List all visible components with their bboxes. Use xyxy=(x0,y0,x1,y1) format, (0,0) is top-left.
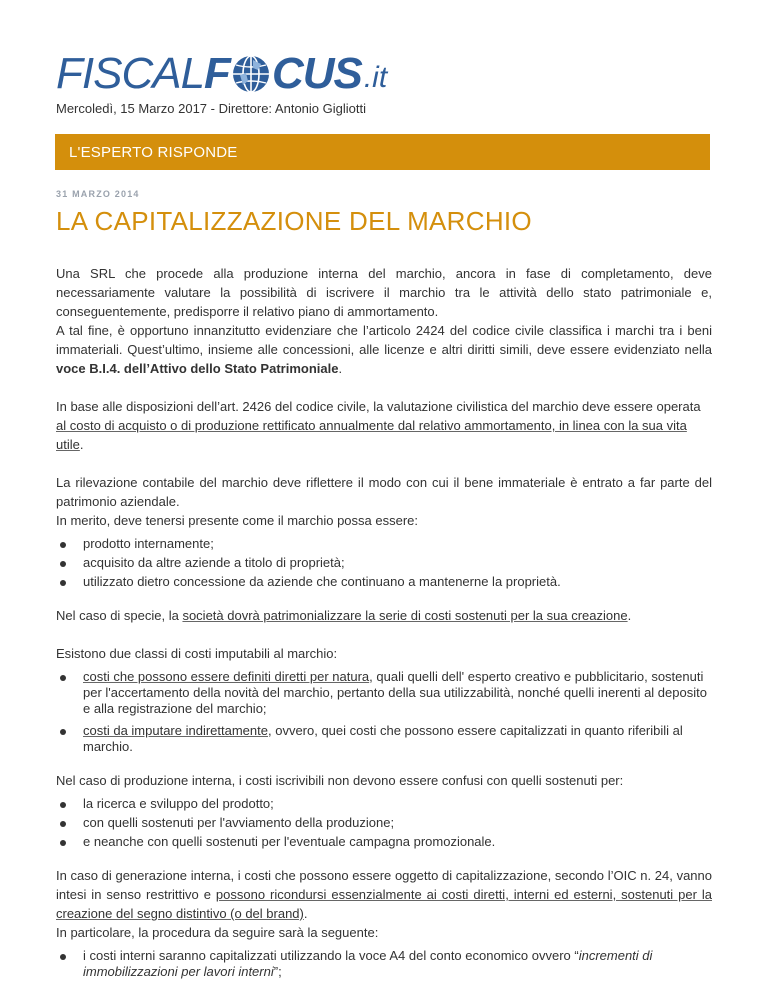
text: , quali quelli dell' esperto creativo e pubblicitario, sostenuti per l'accertamento della novità del marchio, pertanto della sua utilizzabilità, nonché quelli inerenti al deposito e alla registrazione del marchio; xyxy=(83,669,707,716)
logo-text-cus: CUS xyxy=(271,49,362,98)
text: , ovvero, quei costi che possono essere capitalizzati in quanto riferibili al marchio. xyxy=(83,723,683,754)
list xyxy=(56,948,712,980)
text: . xyxy=(79,437,84,452)
list-item: e neanche con quelli sostenuti per l'eventuale campagna promozionale. xyxy=(56,834,712,850)
list-item xyxy=(56,948,712,980)
fiscalfocus-logo[interactable] xyxy=(56,46,387,96)
paragraph xyxy=(56,397,712,454)
list xyxy=(56,536,712,590)
globe-icon xyxy=(231,54,271,94)
paragraph: Esistono due classi di costi imputabili al marchio: xyxy=(56,646,338,661)
text: A tal fine, è opportuno innanzitutto evidenziare che l’articolo 2424 del codice civile classifica i marchi tra i beni immateriali. Quest’ultimo, insieme alle concessioni, alle licenze e altri diritti simili, deve essere evidenziato nella xyxy=(56,323,712,357)
list xyxy=(56,796,712,850)
section-bar[interactable] xyxy=(55,134,710,170)
paragraph: In particolare, la procedura da seguire sarà la seguente: xyxy=(56,925,379,940)
text: In base alle disposizioni dell’art. 2426 del codice civile, la valutazione civilistica del marchio deve essere operata xyxy=(56,399,701,414)
paragraph: Nel caso di produzione interna, i costi iscrivibili non devono essere confusi con quelli sostenuti per: xyxy=(56,773,624,788)
text: i costi interni saranno capitalizzati utilizzando la voce A4 del conto economico ovvero “ xyxy=(83,948,579,963)
list-item: utilizzato dietro concessione da aziende che continuano a mantenerne la proprietà. xyxy=(56,574,712,590)
list xyxy=(56,669,712,755)
underlined-text: possono ricondursi essenzialmente ai costi diretti, interni ed esterni, sostenuti per la creazione del segno distintivo (o del brand) xyxy=(56,887,712,921)
list-item: prodotto internamente; xyxy=(56,536,712,552)
underlined-text: costi da imputare indirettamente xyxy=(83,723,268,738)
section-label: L'ESPERTO RISPONDE xyxy=(69,143,238,161)
article-title: LA CAPITALIZZAZIONE DEL MARCHIO xyxy=(56,206,532,236)
list-item xyxy=(56,723,712,755)
article-date: 31 MARZO 2014 xyxy=(56,189,140,199)
italic-text: incrementi di immobilizzazioni per lavori interni xyxy=(83,948,653,979)
logo-text-fiscal: FISCAL xyxy=(56,49,205,98)
text: . xyxy=(338,361,343,376)
paragraph: La rilevazione contabile del marchio deve riflettere il modo con cui il bene immateriale è entrato a far parte del patrimonio aziendale. xyxy=(56,475,712,509)
article-body xyxy=(56,264,712,983)
logo-text-f: F xyxy=(204,49,230,98)
text: . xyxy=(303,906,308,921)
paragraph: In merito, deve tenersi presente come il marchio possa essere: xyxy=(56,513,419,528)
list-item: acquisito da altre aziende a titolo di proprietà; xyxy=(56,555,712,571)
underlined-text: costi che possono essere definiti diretti per natura xyxy=(83,669,370,684)
logo-tld: .it xyxy=(363,61,388,94)
bold-text: voce B.I.4. dell’Attivo dello Stato Patrimoniale xyxy=(56,361,339,376)
list-item: con quelli sostenuti per l'avviamento della produzione; xyxy=(56,815,712,831)
list-item: la ricerca e sviluppo del prodotto; xyxy=(56,796,712,812)
text: In caso di generazione interna, i costi che possono essere oggetto di capitalizzazione, secondo l’OIC n. 24, vanno intesi in senso restrittivo e xyxy=(56,868,712,902)
text: ”; xyxy=(273,964,282,979)
dateline: Mercoledì, 15 Marzo 2017 - Direttore: Antonio Gigliotti xyxy=(56,101,366,116)
text: . xyxy=(627,608,632,623)
text: Nel caso di specie, la xyxy=(56,608,183,623)
paragraph xyxy=(56,866,712,923)
list-item xyxy=(56,669,712,717)
paragraph xyxy=(56,321,712,378)
paragraph: Una SRL che procede alla produzione interna del marchio, ancora in fase di completamento, deve necessariamente valutare la possibilità di iscrivere il marchio tra le attività dello stato patrimoniale e, conseguentemente, predisporre il relativo piano di ammortamento. xyxy=(56,266,712,319)
paragraph xyxy=(56,606,712,625)
underlined-text: al costo di acquisto o di produzione rettificato annualmente dal relativo ammortamento, in linea con la sua vita utile xyxy=(56,418,687,452)
underlined-text: società dovrà patrimonializzare la serie di costi sostenuti per la sua creazione xyxy=(182,608,628,623)
